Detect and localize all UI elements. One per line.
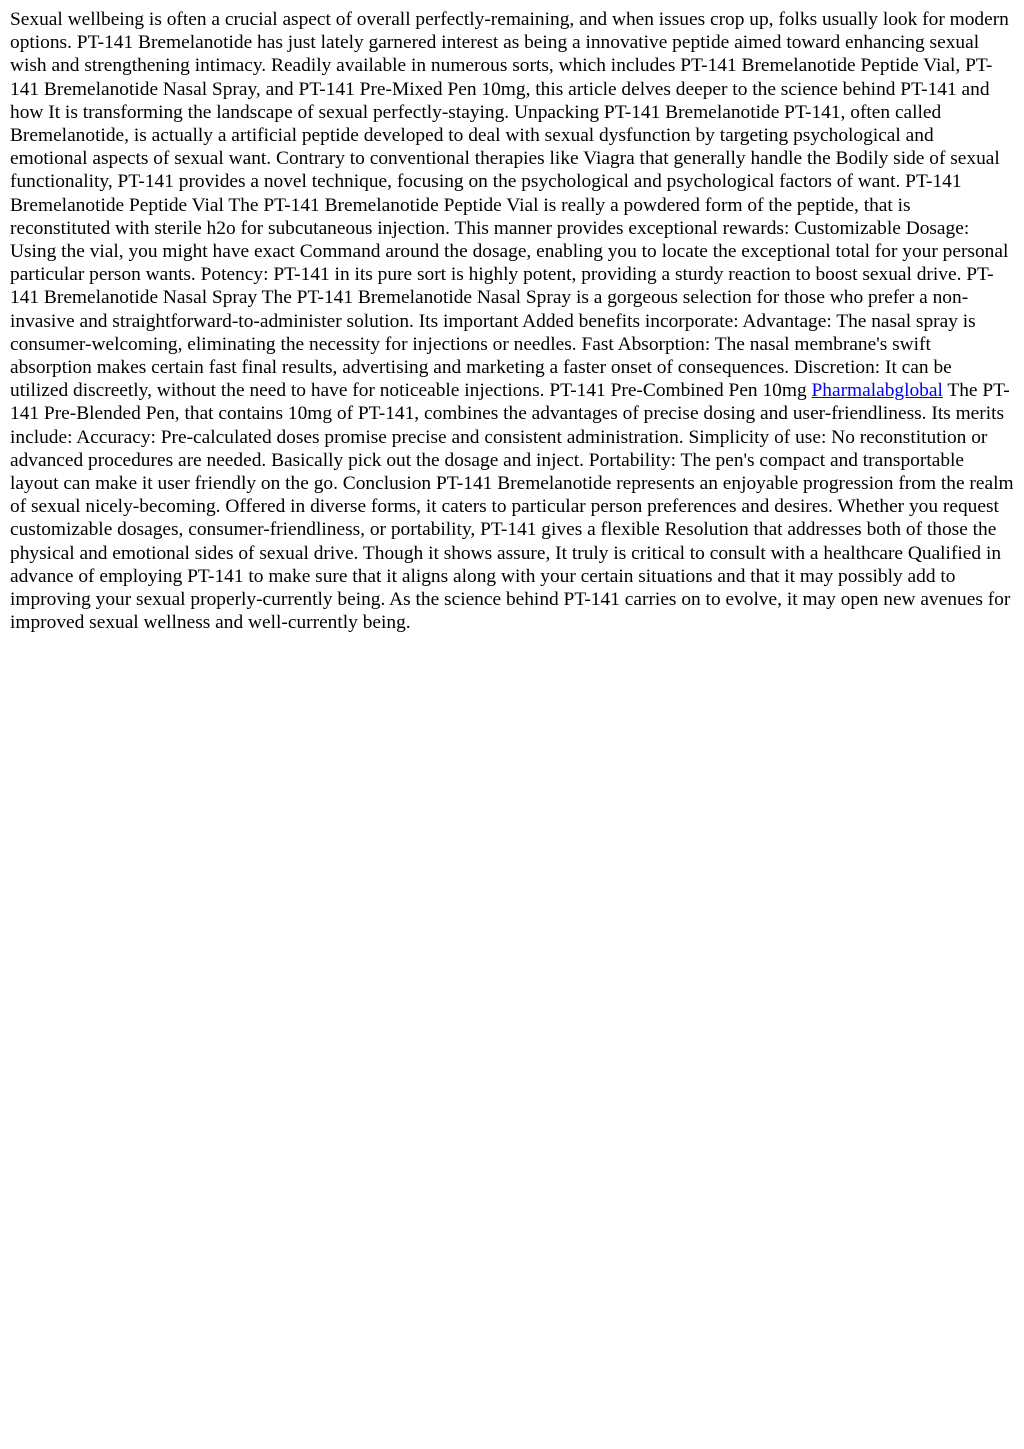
article-text-before-link: Sexual wellbeing is often a crucial aspect of overall perfectly-remaining, and when issues crop up, folks usually look for modern options. PT-141 Bremelanotide has just lately garnered interest as being a innovative peptide aimed toward enhancing sexual wish and strengthening intimacy. Readily available in numerous sorts, which includes PT-141 Bremelanotide Peptide Vial, PT-141 Bremelanotide Nasal Spray, and PT-141 Pre-Mixed Pen 10mg, this article delves deeper to the science behind PT-141 and how It is transforming the landscape of sexual perfectly-staying. Unpacking PT-141 Bremelanotide PT-141, often called Bremelanotide, is actually a artificial peptide developed to deal with sexual dysfunction by targeting psychological and emotional aspects of sexual want. Contrary to conventional therapies like Viagra that generally handle the Bodily side of sexual functionality, PT-141 provides a novel technique, focusing on the psychological and psychological factors of want. PT-141 Bremelanotide Peptide Vial The PT-141 Bremelanotide Peptide Vial is really a powdered form of the peptide, that is reconstituted with sterile h2o for subcutaneous injection. This manner provides exceptional rewards: Customizable Dosage: Using the vial, you might have exact Command around the dosage, enabling you to locate the exceptional total for your personal particular person wants. Potency: PT-141 in its pure sort is highly potent, providing a sturdy reaction to boost sexual drive. PT-141 Bremelanotide Nasal Spray The PT-141 Bremelanotide Nasal Spray is a gorgeous selection for those who prefer a non-invasive and straightforward-to-administer solution. Its important Added benefits incorporate: Advantage: The nasal spray is consumer-welcoming, eliminating the necessity for injections or needles. Fast Absorption: The nasal membrane's swift absorption makes certain fast final results, advertising and marketing a faster onset of consequences. Discretion: It can be utilized discreetly, without the need to have for noticeable injections. PT-141 Pre-Combined Pen 10mg [10, 9, 1009, 402]
article-text-after-link: The PT-141 Pre-Blended Pen, that contains 10mg of PT-141, combines the advantages of precise dosing and user-friendliness. Its merits include: Accuracy: Pre-calculated doses promise precise and consistent administration. Simplicity of use: No reconstitution or advanced procedures are needed. Basically pick out the dosage and inject. Portability: The pen's compact and transportable layout can make it user friendly on the go. Conclusion PT-141 Bremelanotide represents an enjoyable progression from the realm of sexual nicely-becoming. Offered in diverse forms, it caters to particular person preferences and desires. Whether you request customizable dosages, consumer-friendliness, or portability, PT-141 gives a flexible Resolution that addresses both of those the physical and emotional sides of sexual drive. Though it shows assure, It truly is critical to consult with a healthcare Qualified in advance of employing PT-141 to make sure that it aligns along with your certain situations and that it may possibly add to improving your sexual properly-currently being. As the science behind PT-141 carries on to evolve, it may open new avenues for improved sexual wellness and well-currently being. [10, 380, 1014, 634]
article-body [10, 8, 1014, 634]
pharmalabglobal-link[interactable]: Pharmalabglobal [811, 380, 943, 402]
page [0, 0, 1024, 634]
